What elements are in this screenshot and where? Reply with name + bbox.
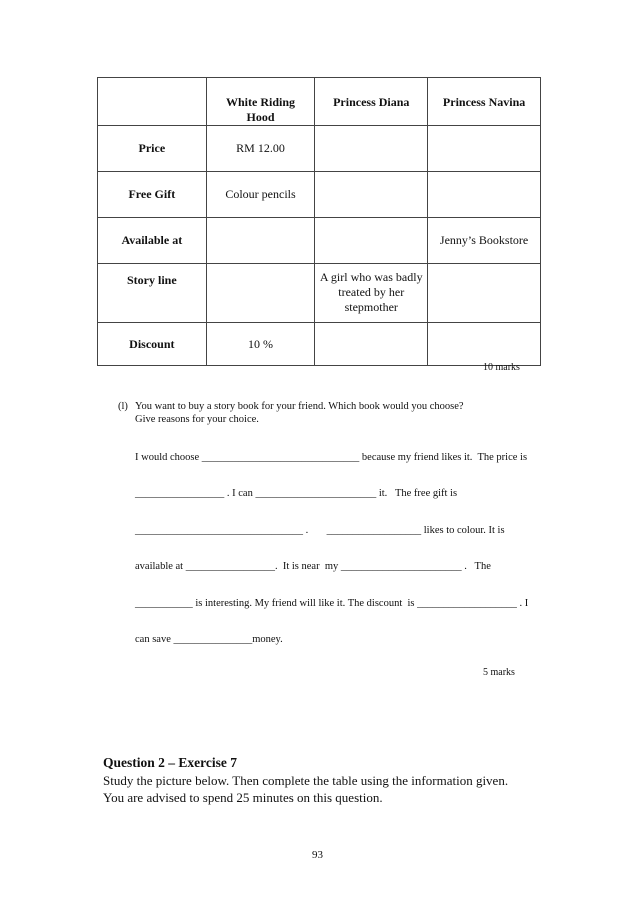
table-marks: 10 marks [483, 362, 520, 373]
table-header-cell: White Riding Hood [206, 78, 315, 126]
table-cell [428, 264, 541, 323]
table-cell [428, 323, 541, 366]
question-2-instruction-1: Study the picture below. Then complete the table using the information given. [103, 773, 509, 788]
table-header-row [98, 78, 541, 126]
table-header-cell: Princess Navina [428, 78, 541, 126]
question-marks: 5 marks [483, 667, 515, 678]
table-cell: Jenny’s Bookstore [428, 218, 541, 264]
table-cell: 10 % [206, 323, 315, 366]
row-label: Available at [98, 218, 207, 264]
table-row [98, 323, 541, 366]
table-cell [315, 323, 428, 366]
table-row [98, 172, 541, 218]
table-cell [428, 172, 541, 218]
question-prompt-line-1: You want to buy a story book for your friend. Which book would you choose? [135, 401, 464, 412]
table-cell: RM 12.00 [206, 126, 315, 172]
table-cell: Colour pencils [206, 172, 315, 218]
answer-line-3: ________________________________ . __________________ likes to colour. It is [135, 525, 505, 536]
page-number: 93 [312, 849, 323, 861]
answer-line-2: _________________ . I can _______________________ it. The free gift is [135, 488, 458, 499]
table-cell [206, 264, 315, 323]
table-row [98, 264, 541, 323]
answer-line-5: ___________ is interesting. My friend will like it. The discount is ___________________ . I [135, 598, 529, 609]
answer-line-4: available at _________________. It is near my _______________________ . The [135, 561, 491, 572]
table-cell: A girl who was badly treated by her stepmother [315, 264, 428, 323]
table-header-cell [98, 78, 207, 126]
question-number: (l) [118, 401, 128, 412]
row-label: Price [98, 126, 207, 172]
table-cell [428, 126, 541, 172]
question-2-instruction-2: You are advised to spend 25 minutes on this question. [103, 790, 383, 805]
answer-line-1: I would choose ______________________________ because my friend likes it. The price is [135, 452, 528, 463]
row-label: Free Gift [98, 172, 207, 218]
table-cell [206, 218, 315, 264]
row-label: Story line [98, 264, 207, 323]
question-prompt-line-2: Give reasons for your choice. [135, 414, 259, 425]
question-2-title: Question 2 – Exercise 7 [103, 755, 237, 770]
table-cell [315, 218, 428, 264]
table-cell [315, 126, 428, 172]
row-label: Discount [98, 323, 207, 366]
table-row [98, 126, 541, 172]
table-cell [315, 172, 428, 218]
answer-line-6: can save _______________money. [135, 634, 283, 645]
book-comparison-table [97, 77, 541, 366]
table-header-cell: Princess Diana [315, 78, 428, 126]
table-row [98, 218, 541, 264]
